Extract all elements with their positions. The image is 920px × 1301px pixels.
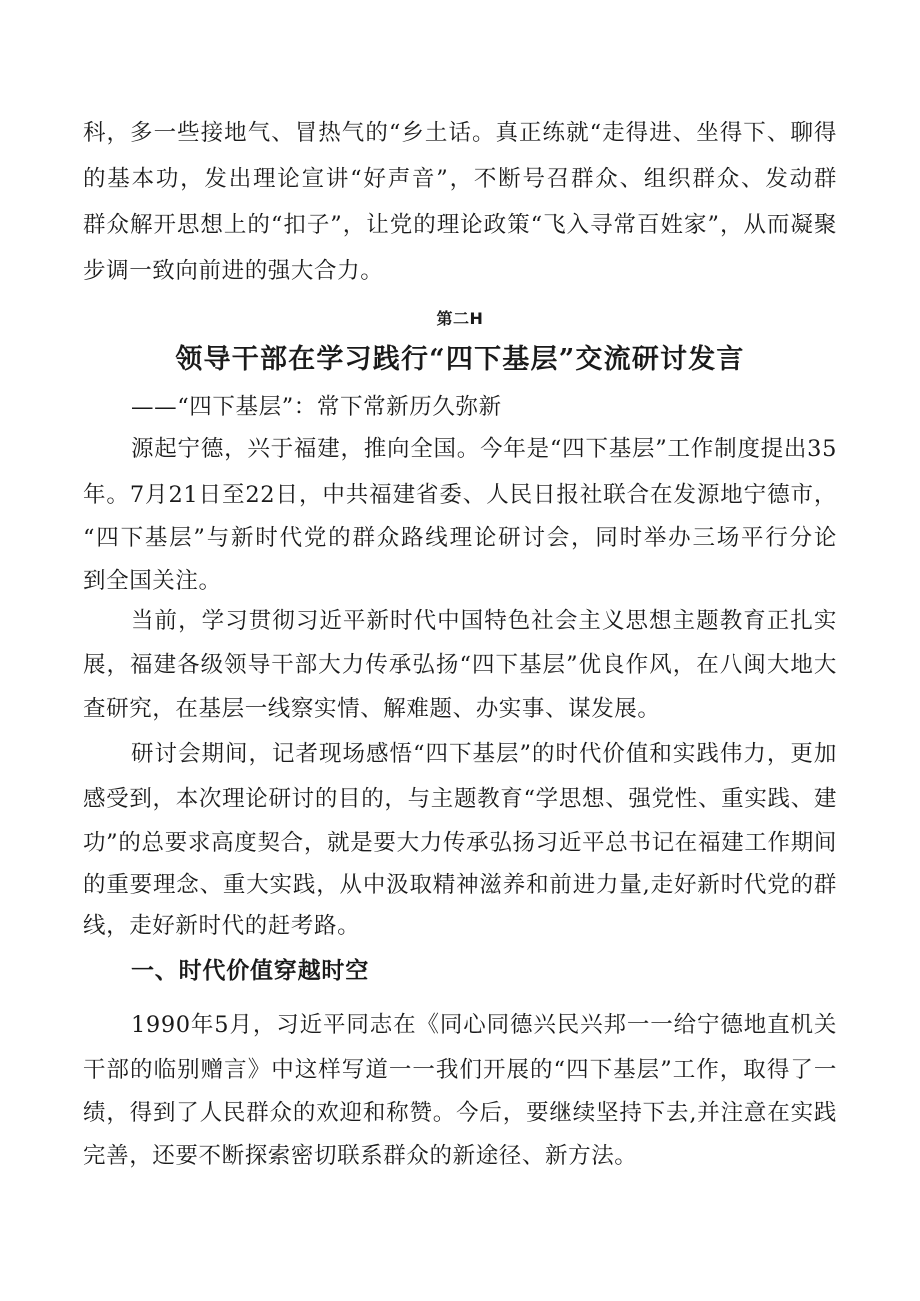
text-line: 的重要理念、重大实践，从中汲取精神滋养和前进力量,走好新时代党的群: [83, 872, 837, 898]
section-heading: 一、时代价值穿越时空: [131, 958, 369, 984]
text-line: 1990年5月，习近平同志在《同心同德兴民兴邦一一给宁德地直机关: [131, 1012, 837, 1038]
text-line: 年。7月21日至22日，中共福建省委、人民日报社联合在发源地宁德市，: [83, 482, 837, 508]
text-line: 的基本功，发出理论宣讲“好声音”，不断号召群众、组织群众、发动群: [83, 166, 837, 192]
text-line: 绩，得到了人民群众的欢迎和称赞。今后，要继续坚持下去,并注意在实践: [83, 1100, 837, 1126]
text-line: 到全国关注。: [83, 568, 222, 594]
article-subtitle: ——“四下基层”：常下常新历久弥新: [131, 394, 502, 420]
text-line: 查研究，在基层一线察实情、解难题、办实事、谋发展。: [83, 696, 661, 722]
text-line: 展，福建各级领导干部大力传承弘扬“四下基层”优良作风，在八闽大地大: [83, 652, 837, 678]
text-line: 科，多一些接地气、冒热气的“乡土话。真正练就“走得进、坐得下、聊得: [83, 120, 837, 146]
text-line: 当前，学习贯彻习近平新时代中国特色社会主义思想主题教育正扎实: [131, 608, 837, 634]
text-line: 研讨会期间，记者现场感悟“四下基层”的时代价值和实践伟力，更加: [131, 741, 837, 767]
text-line: 完善，还要不断探索密切联系群众的新途径、新方法。: [83, 1143, 638, 1169]
text-line: 干部的临别赠言》中这样写道一一我们开展的“四下基层”工作，取得了一: [83, 1057, 837, 1083]
text-line: 功”的总要求高度契合，就是要大力传承弘扬习近平总书记在福建工作期间: [83, 830, 837, 856]
text-line: 步调一致向前进的强大合力。: [83, 258, 384, 284]
text-line: 线，走好新时代的赶考路。: [83, 913, 361, 939]
text-line: “四下基层”与新时代党的群众路线理论研讨会，同时举办三场平行分论: [83, 525, 837, 551]
article-title: 领导干部在学习践行“四下基层”交流研讨发言: [175, 344, 745, 375]
text-line: 源起宁德，兴于福建，推向全国。今年是“四下基层”工作制度提出35: [131, 436, 837, 462]
section-marker: 第二H: [436, 309, 484, 328]
text-line: 群众解开思想上的“扣子”，让党的理论政策“飞入寻常百姓家”，从而凝聚: [83, 212, 837, 238]
text-line: 感受到，本次理论研讨的目的，与主题教育“学思想、强党性、重实践、建: [83, 786, 837, 812]
